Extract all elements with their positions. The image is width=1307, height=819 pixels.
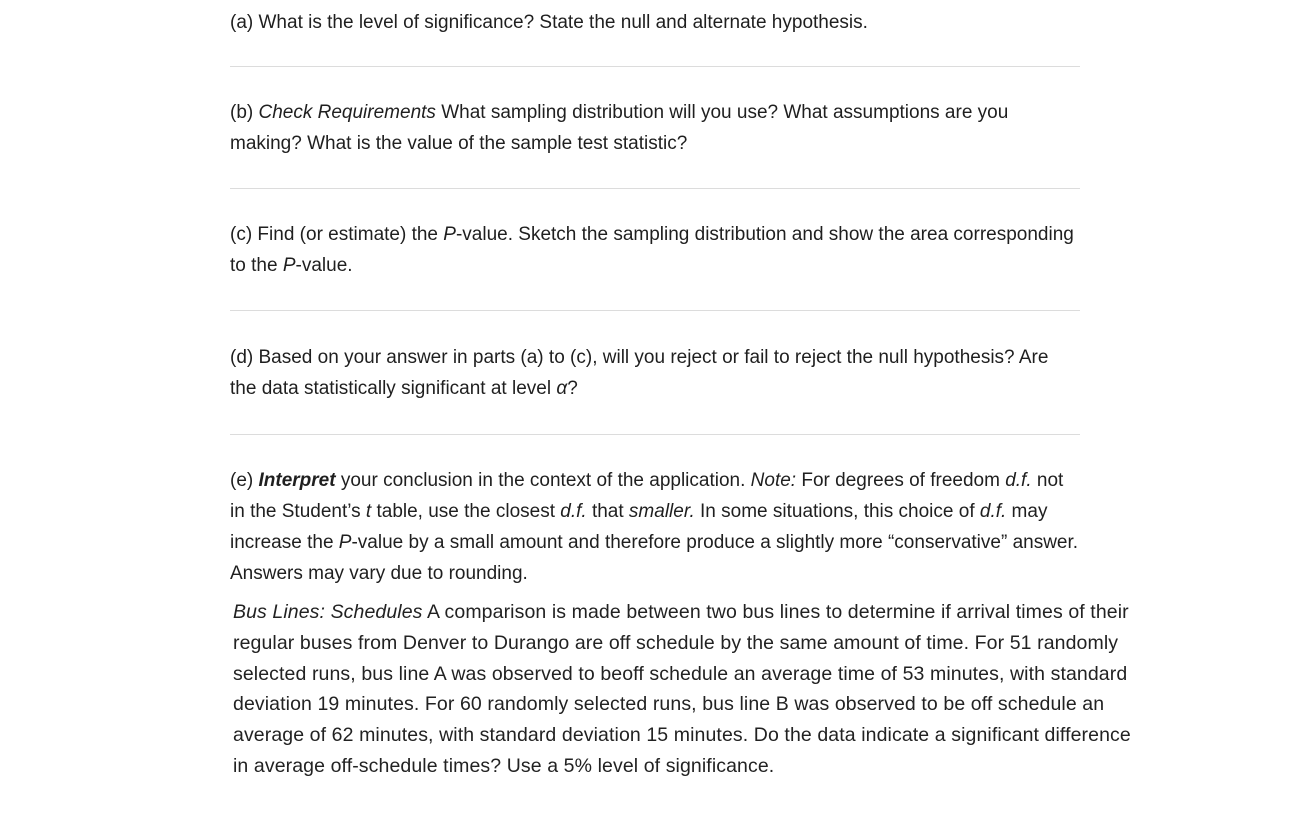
question-e-text: may increase the — [230, 501, 1048, 553]
divider — [230, 310, 1080, 311]
question-c-p2: P — [282, 255, 296, 276]
question-e-note: Note: — [750, 470, 797, 491]
question-e-df: d.f. — [1005, 470, 1032, 491]
question-e-text: -value by a small amount and therefore produce a slightly more “conservative” answer. Answers may vary due to rounding. — [230, 532, 1079, 584]
question-e-t: t — [365, 501, 372, 522]
problem-body: A comparison is made between two bus lines to determine if arrival times of their regular buses from Denver to Durango are off schedule by the same amount of time. For 51 randomly selected runs, bus line A was observed to beoff schedule an average time of 53 minutes, with standard deviation 19 minutes. For 60 randomly selected runs, bus line B was observed to be off schedule an average of 62 minutes, with standard deviation 15 minutes. Do the data indicate a significant difference in average off-schedule times? Use a 5% level of significance. — [233, 601, 1131, 777]
question-a-prefix: (a) — [230, 12, 259, 33]
question-b-prefix: (b) — [230, 102, 259, 123]
question-b — [230, 97, 1080, 159]
question-e-prefix: (e) — [230, 470, 259, 491]
problem-title: Bus Lines: Schedules — [233, 601, 423, 623]
question-c-prefix: (c) Find (or estimate) the — [230, 224, 444, 245]
question-b-emphasis: Check Requirements — [258, 102, 436, 123]
divider — [230, 434, 1080, 435]
problem-statement — [233, 597, 1148, 782]
question-e-df: d.f. — [979, 501, 1007, 522]
divider — [230, 66, 1080, 67]
divider — [230, 188, 1080, 189]
question-a — [230, 7, 1080, 38]
question-a-text: What is the level of significance? State the null and alternate hypothesis. — [258, 12, 868, 33]
question-e-interpret: Interpret — [258, 470, 336, 491]
question-d — [230, 342, 1080, 404]
question-e-text: that — [586, 501, 629, 522]
question-d-alpha: α — [556, 378, 568, 399]
question-e-df: d.f. — [560, 501, 587, 522]
question-c — [230, 219, 1080, 281]
question-e-text: not in the Student’s — [230, 470, 1064, 522]
question-e — [230, 465, 1080, 589]
question-c-mid: -value. Sketch the sampling distribution and show the area corresponding to the — [230, 224, 1074, 276]
question-d-prefix: (d) Based on your answer in parts (a) to (c), will you reject or fail to reject the null hypothesis? Are the data statistically significant at level — [230, 347, 1049, 399]
question-e-text: For degrees of freedom — [796, 470, 1006, 491]
question-d-end: ? — [567, 378, 578, 399]
question-e-p: P — [338, 532, 352, 553]
question-e-text: In some situations, this choice of — [694, 501, 980, 522]
question-e-text: your conclusion in the context of the application. — [335, 470, 751, 491]
question-c-p1: P — [443, 224, 456, 245]
question-e-text: table, use the closest — [371, 501, 561, 522]
question-b-text: What sampling distribution will you use? What assumptions are you making? What is the value of the sample test statistic? — [230, 102, 1009, 154]
question-e-smaller: smaller. — [628, 501, 695, 522]
question-c-end: -value. — [295, 255, 353, 276]
